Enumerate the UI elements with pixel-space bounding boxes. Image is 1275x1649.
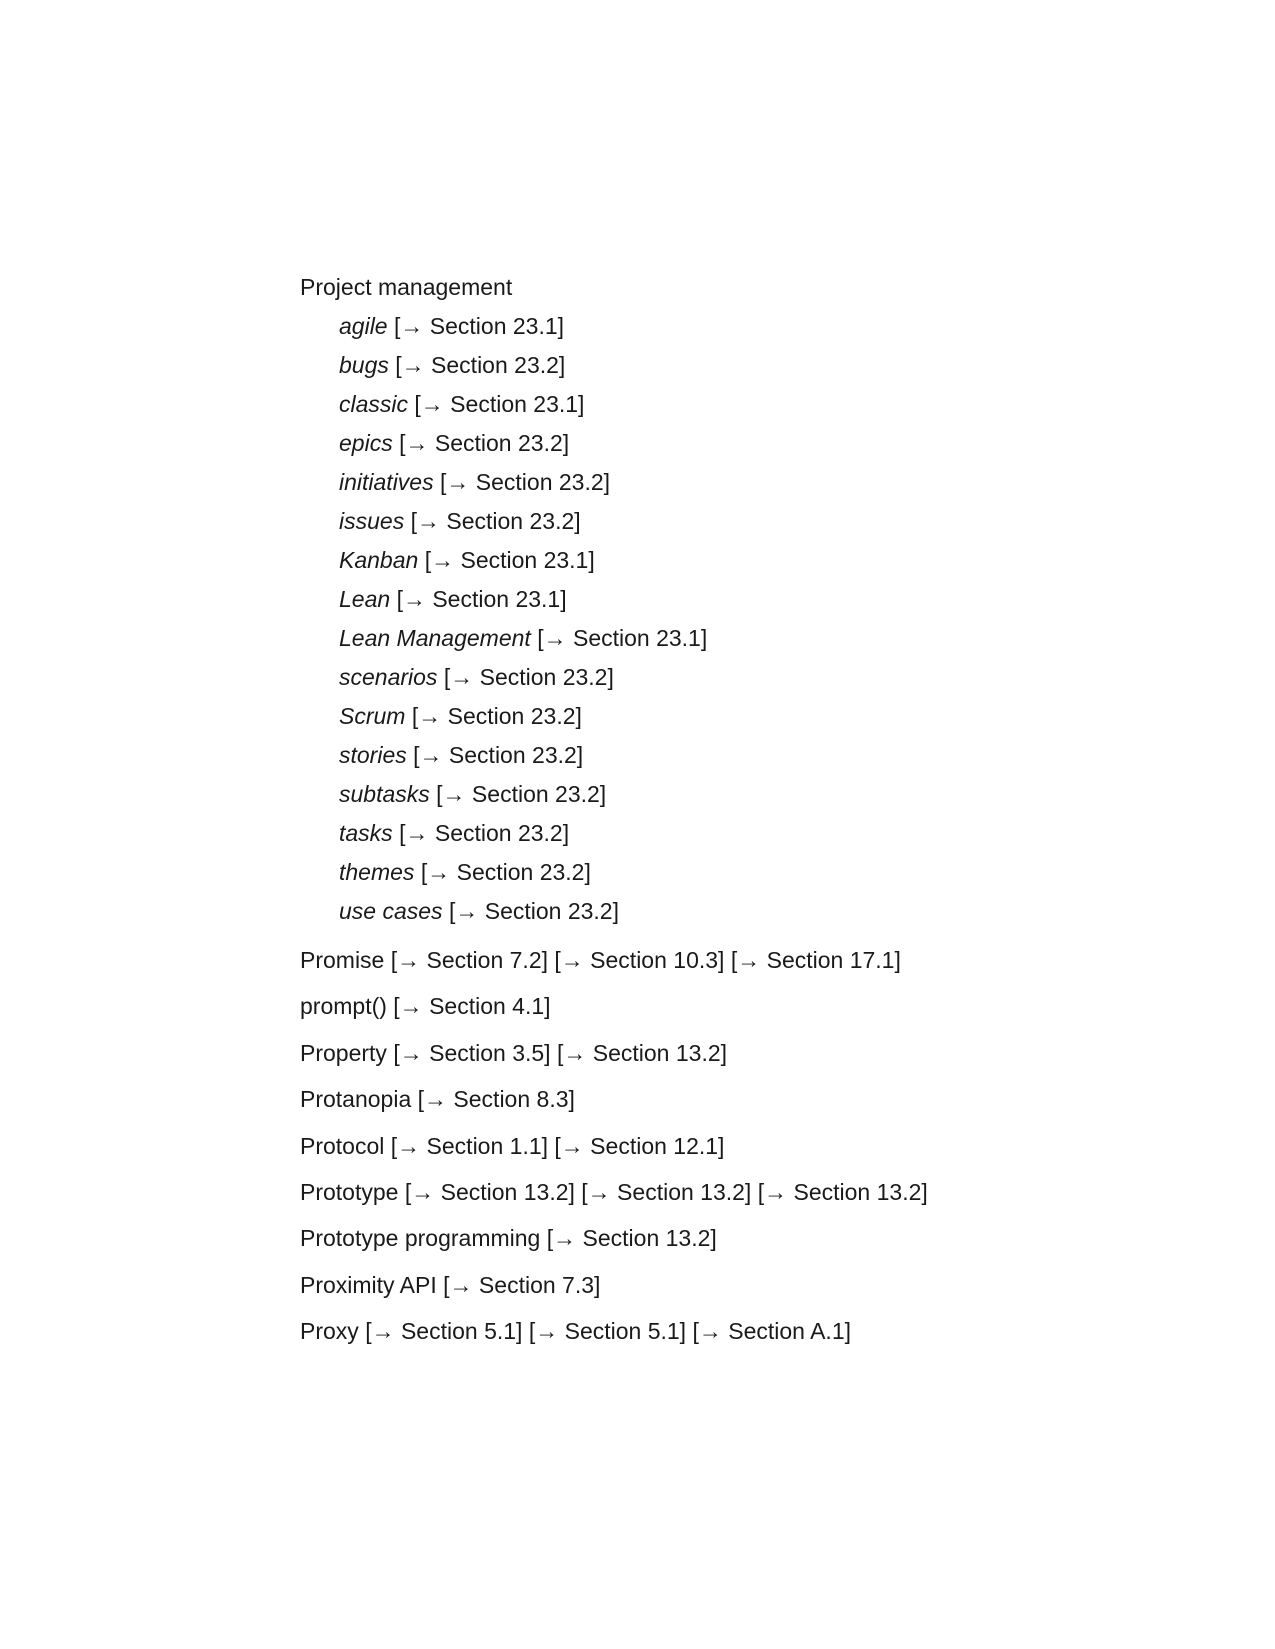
sub-entry-bugs bbox=[300, 350, 1200, 389]
sub-entry-use-cases bbox=[300, 896, 1200, 935]
section-reference-link[interactable]: [→ Section 13.2] bbox=[404, 1178, 575, 1205]
sub-entry-epics bbox=[300, 428, 1200, 467]
section-reference-link[interactable]: [→ Section 1.1] bbox=[390, 1132, 549, 1159]
section-reference-link[interactable]: [→ Section 23.2] bbox=[411, 703, 582, 729]
sub-entry-term: Lean Management bbox=[339, 625, 531, 651]
section-reference-link[interactable]: [→ Section A.1] bbox=[692, 1318, 851, 1345]
sub-entry-lean bbox=[300, 584, 1200, 623]
section-reference-link[interactable]: [→ Section 23.2] bbox=[413, 742, 584, 768]
sub-entry-stories bbox=[300, 740, 1200, 779]
index-entry-prompt bbox=[300, 991, 1200, 1037]
section-reference-link[interactable]: [→ Section 23.2] bbox=[395, 352, 566, 378]
section-reference-link[interactable]: [→ Section 23.2] bbox=[436, 781, 607, 807]
sub-entry-term: Scrum bbox=[339, 703, 406, 729]
sub-entry-term: use cases bbox=[339, 898, 443, 924]
sub-entry-list bbox=[300, 311, 1200, 935]
section-reference-link[interactable]: [→ Section 7.2] bbox=[390, 947, 548, 973]
section-reference-link[interactable]: [→ Section 4.1] bbox=[393, 993, 551, 1020]
index-entry-list bbox=[300, 945, 1200, 1363]
section-reference-link[interactable]: [→ Section 13.2] bbox=[757, 1178, 928, 1205]
index-entry-protanopia bbox=[300, 1084, 1200, 1130]
sub-entry-term: stories bbox=[339, 742, 407, 768]
section-reference-link[interactable]: [→ Section 23.1] bbox=[537, 625, 708, 651]
sub-entry-subtasks bbox=[300, 779, 1200, 818]
section-reference-link[interactable]: [→ Section 23.2] bbox=[440, 469, 611, 495]
index-heading-project-management: Project management bbox=[300, 274, 513, 300]
sub-entry-term: tasks bbox=[339, 820, 393, 846]
index-entry-term: Protocol bbox=[300, 1132, 385, 1159]
section-reference-link[interactable]: [→ Section 23.2] bbox=[448, 898, 619, 924]
index-entry-term: Proximity API bbox=[300, 1271, 437, 1298]
index-entry-promise bbox=[300, 945, 1200, 991]
section-reference-link[interactable]: [→ Section 3.5] bbox=[393, 1039, 551, 1066]
index-entry-term: Promise bbox=[300, 947, 385, 973]
section-reference-link[interactable]: [→ Section 8.3] bbox=[417, 1086, 575, 1113]
section-reference-link[interactable]: [→ Section 23.2] bbox=[420, 859, 591, 885]
index-entry-term: Proxy bbox=[300, 1318, 359, 1345]
section-reference-link[interactable]: [→ Section 10.3] bbox=[554, 947, 725, 973]
sub-entry-initiatives bbox=[300, 467, 1200, 506]
section-reference-link[interactable]: [→ Section 23.1] bbox=[424, 547, 595, 573]
sub-entry-term: scenarios bbox=[339, 664, 438, 690]
sub-entry-term: themes bbox=[339, 859, 415, 885]
sub-entry-term: classic bbox=[339, 391, 409, 417]
sub-entry-lean-management bbox=[300, 623, 1200, 662]
section-reference-link[interactable]: [→ Section 23.2] bbox=[399, 430, 570, 456]
sub-entry-term: agile bbox=[339, 313, 388, 339]
sub-entry-agile bbox=[300, 311, 1200, 350]
index-entry-protocol bbox=[300, 1131, 1200, 1177]
section-reference-link[interactable]: [→ Section 23.2] bbox=[443, 664, 614, 690]
sub-entry-term: epics bbox=[339, 430, 393, 456]
index-block bbox=[300, 272, 1200, 1363]
sub-entry-issues bbox=[300, 506, 1200, 545]
section-reference-link[interactable]: [→ Section 13.2] bbox=[581, 1178, 752, 1205]
section-reference-link[interactable]: [→ Section 7.3] bbox=[443, 1271, 601, 1298]
sub-entry-term: bugs bbox=[339, 352, 389, 378]
section-reference-link[interactable]: [→ Section 5.1] bbox=[528, 1318, 687, 1345]
sub-entry-scrum bbox=[300, 701, 1200, 740]
index-entry-prototype-programming bbox=[300, 1223, 1200, 1269]
sub-entry-tasks bbox=[300, 818, 1200, 857]
sub-entry-term: issues bbox=[339, 508, 405, 534]
section-reference-link[interactable]: [→ Section 23.2] bbox=[399, 820, 570, 846]
sub-entry-term: Kanban bbox=[339, 547, 419, 573]
section-reference-link[interactable]: [→ Section 13.2] bbox=[546, 1225, 717, 1252]
index-entry-term: Protanopia bbox=[300, 1086, 412, 1113]
section-reference-link[interactable]: [→ Section 23.1] bbox=[394, 313, 565, 339]
section-reference-link[interactable]: [→ Section 17.1] bbox=[730, 947, 901, 973]
sub-entry-term: initiatives bbox=[339, 469, 434, 495]
sub-entry-kanban bbox=[300, 545, 1200, 584]
index-entry-term: Property bbox=[300, 1039, 387, 1066]
index-entry-term: Prototype programming bbox=[300, 1225, 541, 1252]
section-reference-link[interactable]: [→ Section 12.1] bbox=[554, 1132, 725, 1159]
index-entry-proximity-api bbox=[300, 1270, 1200, 1316]
sub-entry-classic bbox=[300, 389, 1200, 428]
sub-entry-term: subtasks bbox=[339, 781, 430, 807]
section-reference-link[interactable]: [→ Section 23.1] bbox=[396, 586, 567, 612]
sub-entry-term: Lean bbox=[339, 586, 391, 612]
section-reference-link[interactable]: [→ Section 13.2] bbox=[556, 1039, 728, 1066]
sub-entry-themes bbox=[300, 857, 1200, 896]
index-entry-property bbox=[300, 1038, 1200, 1084]
index-entry-term: Prototype bbox=[300, 1178, 399, 1205]
sub-entry-scenarios bbox=[300, 662, 1200, 701]
section-reference-link[interactable]: [→ Section 5.1] bbox=[365, 1318, 523, 1345]
index-entry-proxy bbox=[300, 1316, 1200, 1362]
index-entry-prototype bbox=[300, 1177, 1200, 1223]
section-reference-link[interactable]: [→ Section 23.1] bbox=[414, 391, 585, 417]
index-entry-term: prompt() bbox=[300, 993, 387, 1020]
section-reference-link[interactable]: [→ Section 23.2] bbox=[410, 508, 581, 534]
